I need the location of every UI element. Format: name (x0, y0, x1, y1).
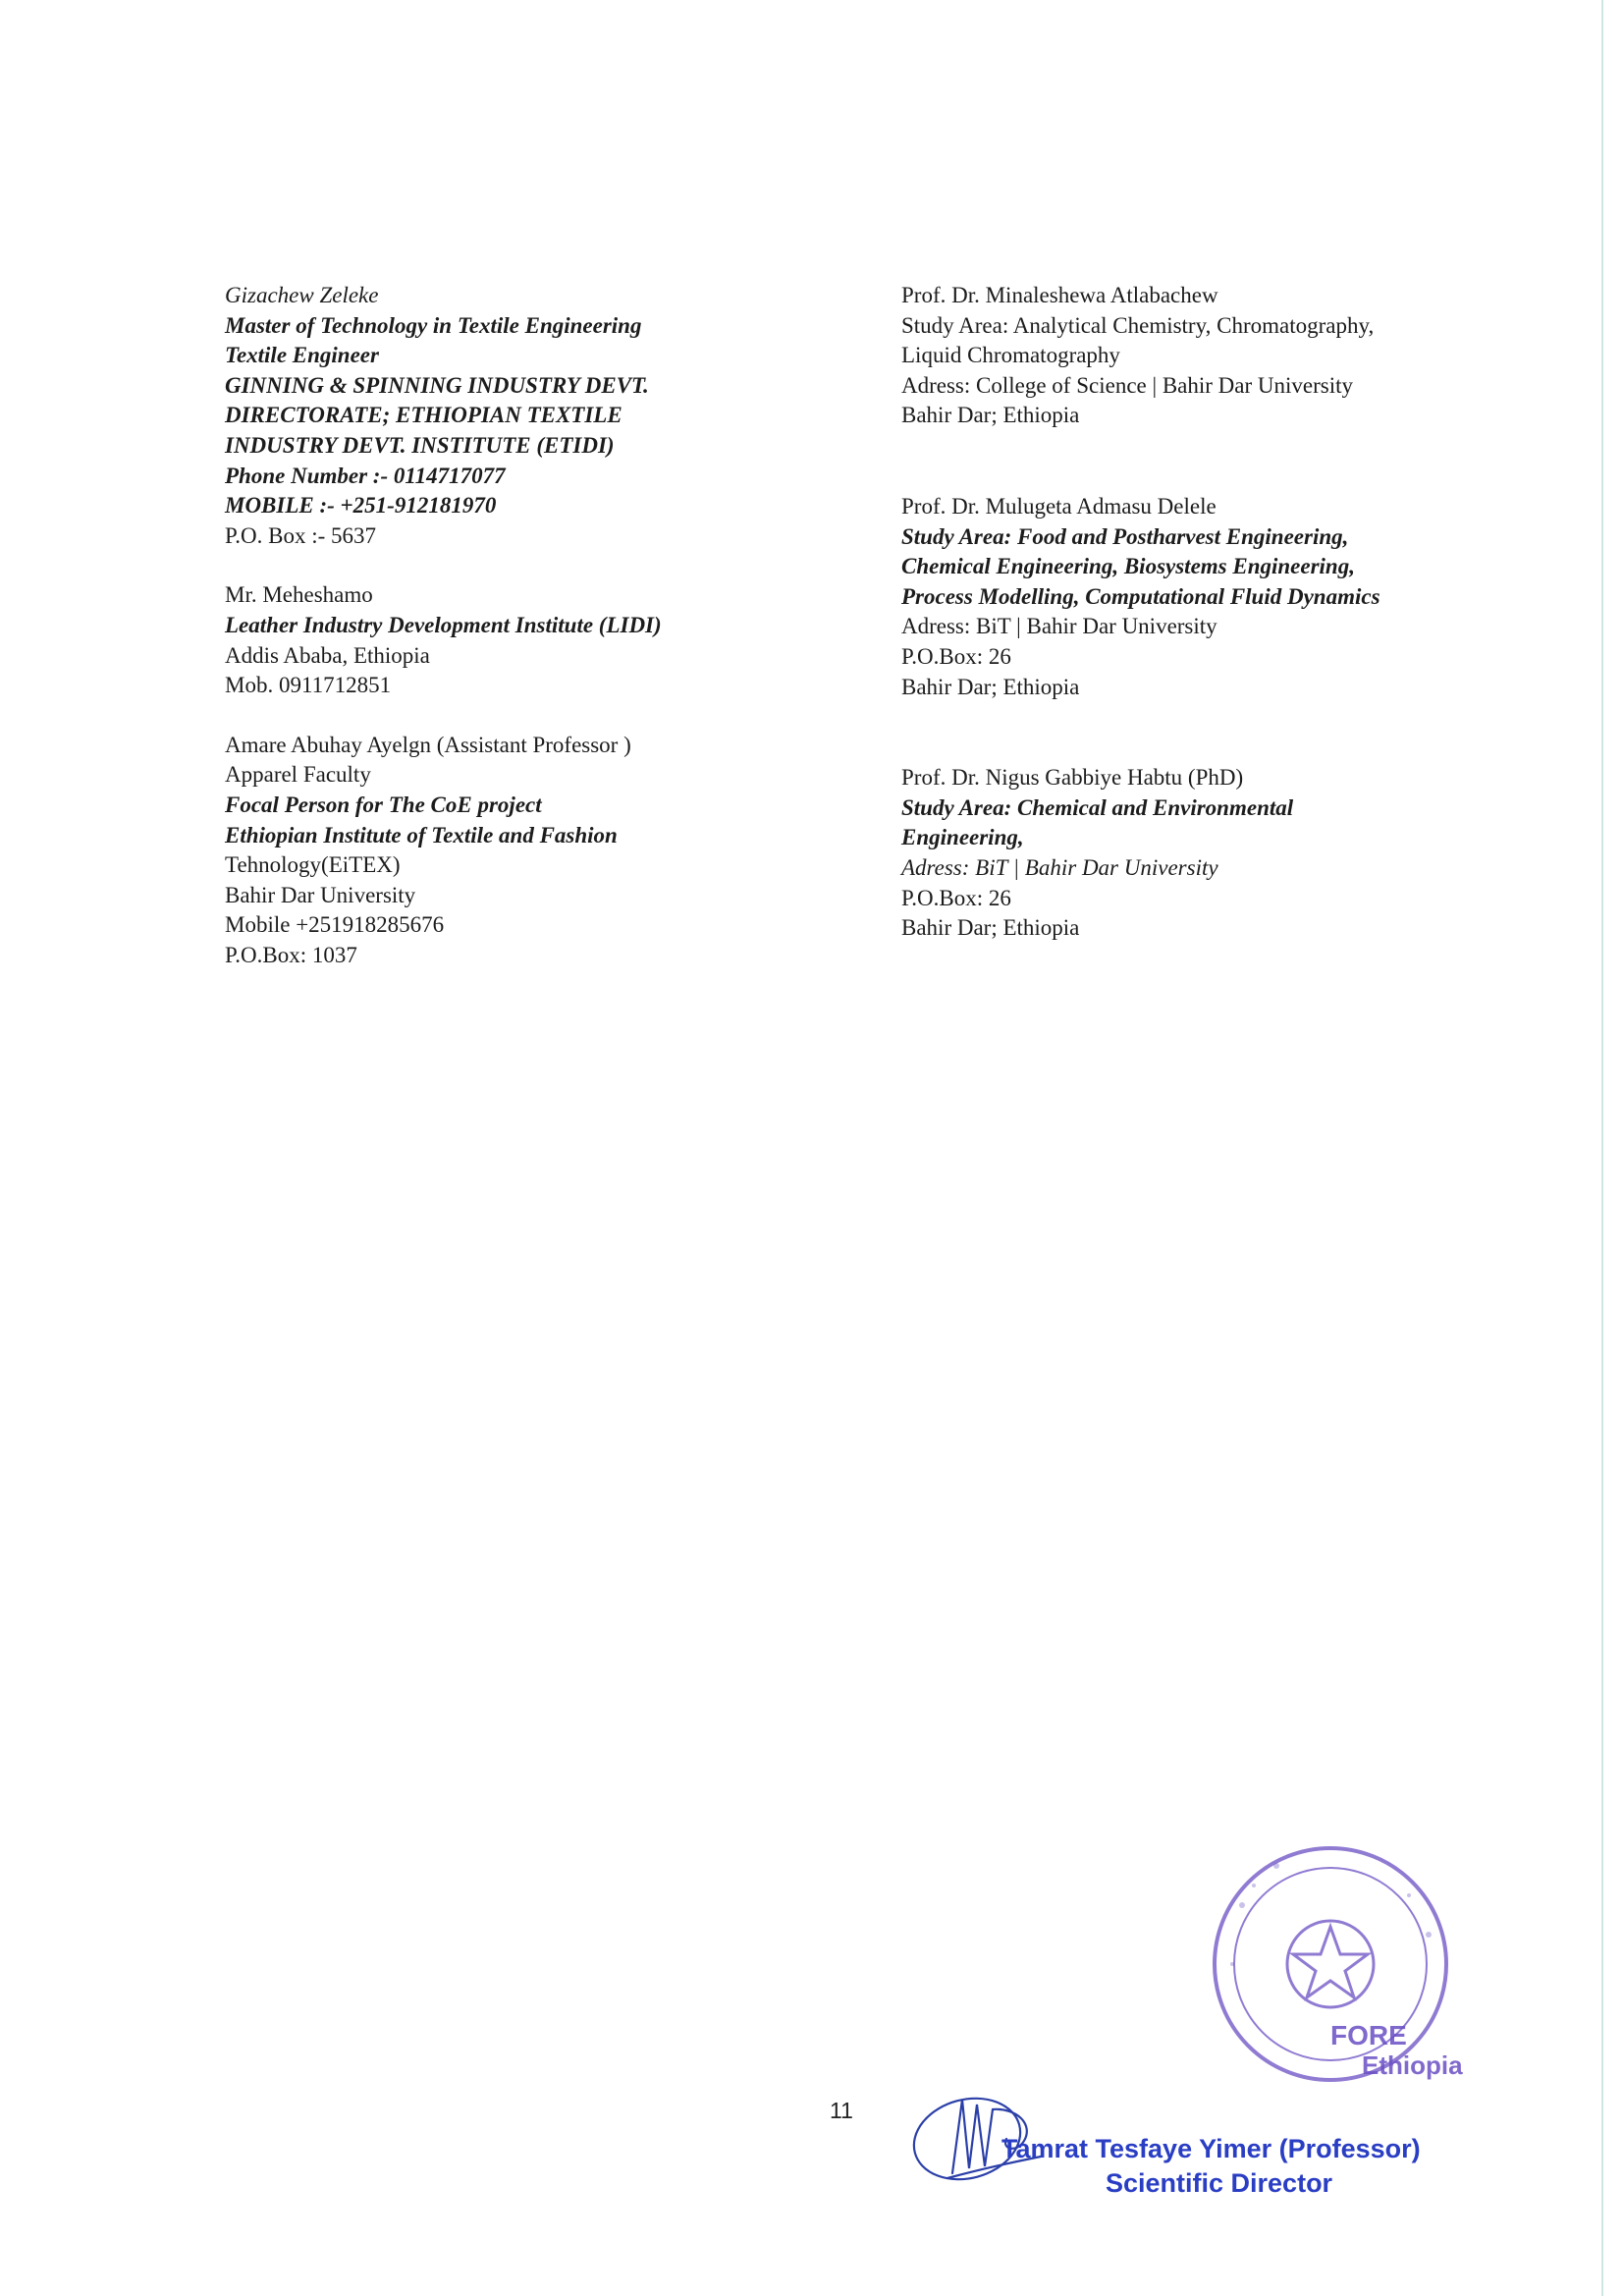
contact-study-area-line-3: Process Modelling, Computational Fluid Dynamics (901, 583, 1380, 609)
contact-name: Amare Abuhay Ayelgn (Assistant Professor ) (225, 732, 631, 757)
contact-address: Adress: BiT | Bahir Dar University (901, 614, 1217, 639)
contact-study-area-line-1: Study Area: Food and Postharvest Engineering, (901, 523, 1349, 549)
contact-city: Bahir Dar; Ethiopia (901, 915, 1080, 941)
contact-university: Bahir Dar University (225, 882, 416, 907)
official-stamp-icon (1183, 1817, 1478, 2102)
contact-pobox: P.O.Box: 26 (901, 885, 1011, 910)
contact-organization-line-2: DIRECTORATE; ETHIOPIAN TEXTILE (225, 403, 622, 428)
contact-mulugeta-admasu-delele (901, 492, 1510, 702)
contact-pobox: P.O. Box :- 5637 (225, 522, 376, 548)
contact-pobox: P.O.Box: 26 (901, 643, 1011, 669)
contact-institute-line-2: Tehnology(EiTEX) (225, 852, 401, 878)
contact-nigus-gabbiye-habtu (901, 763, 1510, 944)
contact-faculty: Apparel Faculty (225, 762, 371, 788)
contact-mobile: MOBILE :- +251-912181970 (225, 493, 497, 519)
contact-pobox: P.O.Box: 1037 (225, 942, 357, 967)
stamp-text-country: Ethiopia (1362, 2050, 1463, 2080)
contact-amare-abuhay (225, 731, 775, 971)
contact-phone: Phone Number :- 0114717077 (225, 463, 506, 488)
contact-name: Prof. Dr. Minaleshewa Atlabachew (901, 283, 1218, 307)
contact-study-area-line-2: Engineering, (901, 825, 1024, 850)
contact-meheshamo (225, 580, 775, 700)
contact-study-area-line-1: Study Area: Analytical Chemistry, Chromatography, (901, 312, 1375, 338)
contact-mobile: Mobile +251918285676 (225, 912, 445, 938)
contact-name: Prof. Dr. Mulugeta Admasu Delele (901, 493, 1217, 519)
contact-study-area-line-2: Liquid Chromatography (901, 343, 1120, 368)
contact-organization: Leather Industry Development Institute (LIDI) (225, 612, 662, 637)
contact-institute-line-1: Ethiopian Institute of Textile and Fashion (225, 822, 618, 847)
contact-address: Adress: College of Science | Bahir Dar University (901, 372, 1354, 398)
contact-minaleshewa-atlabachew (901, 281, 1510, 431)
contact-study-area-line-2: Chemical Engineering, Biosystems Engineering, (901, 554, 1355, 579)
contact-gizachew-zeleke (225, 281, 775, 551)
contact-name: Prof. Dr. Nigus Gabbiye Habtu (PhD) (901, 765, 1244, 791)
contact-organization-line-3: INDUSTRY DEVT. INSTITUTE (ETIDI) (225, 432, 615, 458)
right-contact-column (901, 281, 1510, 944)
contact-organization-line-1: GINNING & SPINNING INDUSTRY DEVT. (225, 372, 649, 398)
contact-city: Addis Ababa, Ethiopia (225, 642, 430, 668)
page-edge-line (1601, 0, 1603, 2296)
signatory-title: Scientific Director (1106, 2168, 1333, 2198)
signatory-name: Tamrat Tesfaye Yimer (Professor) (1001, 2134, 1421, 2163)
left-contact-column (225, 281, 775, 970)
contact-name: Gizachew Zeleke (225, 283, 379, 307)
contact-city: Bahir Dar; Ethiopia (901, 674, 1080, 699)
contact-role: Focal Person for The CoE project (225, 792, 542, 817)
contact-name: Mr. Meheshamo (225, 582, 373, 608)
contact-role: Textile Engineer (225, 343, 379, 368)
stamp-text-fore: FORE (1330, 2020, 1407, 2050)
contact-degree: Master of Technology in Textile Engineering (225, 312, 642, 338)
contact-study-area-line-1: Study Area: Chemical and Environmental (901, 794, 1294, 820)
page-number: 11 (830, 2098, 853, 2123)
contact-address: Adress: BiT | Bahir Dar University (901, 854, 1218, 880)
contact-mobile: Mob. 0911712851 (225, 673, 392, 698)
contact-city: Bahir Dar; Ethiopia (901, 403, 1080, 428)
